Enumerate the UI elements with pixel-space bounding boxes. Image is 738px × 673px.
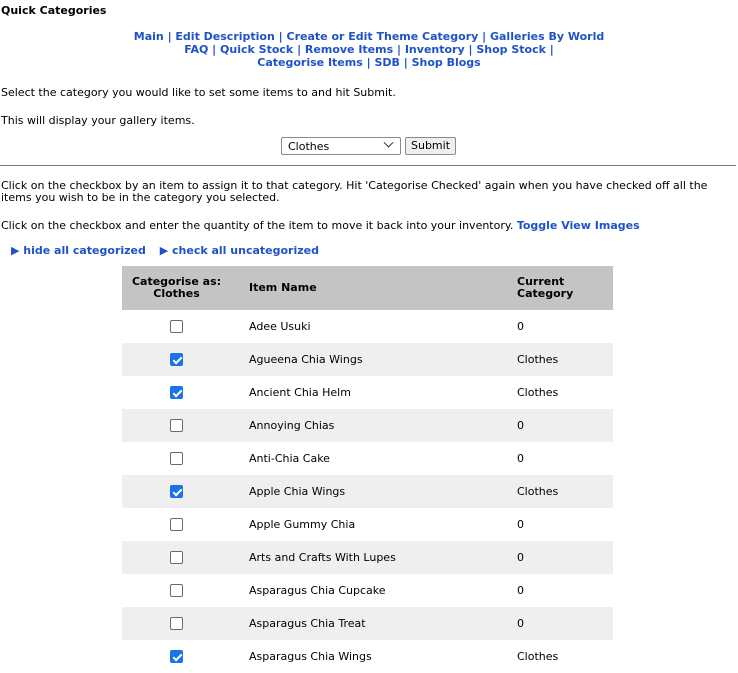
categorise-checkbox[interactable] xyxy=(170,452,183,465)
select-prompt-text: Select the category you would like to set some items to and hit Submit. xyxy=(1,86,396,99)
check-all-uncategorized-link[interactable]: ▶ check all uncategorized xyxy=(159,244,319,257)
hide-all-categorized-link[interactable]: ▶ hide all categorized xyxy=(11,244,146,257)
categorise-cell xyxy=(122,574,231,607)
instructions-line-2: items you wish to be in the category you selected. xyxy=(1,191,280,204)
nav-row-3: Categorise Items | SDB | Shop Blogs xyxy=(257,56,481,69)
categorise-checkbox[interactable] xyxy=(170,518,183,531)
table-row xyxy=(122,508,613,541)
current-category-cell: 0 xyxy=(499,541,613,574)
item-name-cell: Asparagus Chia Wings xyxy=(249,650,372,663)
table-row xyxy=(122,640,613,673)
table-row xyxy=(122,607,613,640)
item-name-cell: Adee Usuki xyxy=(249,320,311,333)
categorise-checkbox[interactable] xyxy=(170,650,183,663)
category-select-value: Clothes xyxy=(288,140,330,153)
table-header-row xyxy=(122,266,613,310)
table-row xyxy=(122,376,613,409)
header-current-category: Current Category xyxy=(499,266,613,310)
categorise-checkbox[interactable] xyxy=(170,353,183,366)
header-item-name: Item Name xyxy=(231,266,499,310)
nav-link-categorise-items[interactable]: Categorise Items xyxy=(257,56,363,69)
page-title: Quick Categories xyxy=(1,4,107,17)
categorise-cell xyxy=(122,376,231,409)
current-category-cell: Clothes xyxy=(517,650,559,663)
nav-links xyxy=(0,30,738,69)
nav-link-remove-items[interactable]: Remove Items xyxy=(304,43,394,56)
header-categorise-as xyxy=(122,266,231,310)
item-name-cell: Asparagus Chia Cupcake xyxy=(249,584,386,597)
item-name-cell: Agueena Chia Wings xyxy=(231,343,499,376)
categorise-cell xyxy=(122,409,231,442)
table-row xyxy=(122,475,613,508)
table-row xyxy=(122,574,613,607)
categorise-cell xyxy=(122,508,231,541)
current-category-cell: 0 xyxy=(517,518,524,531)
current-category-cell: Clothes xyxy=(499,475,613,508)
current-category-cell: 0 xyxy=(499,409,613,442)
nav-link-inventory[interactable]: Inventory xyxy=(404,43,465,56)
table-row xyxy=(122,310,613,343)
action-links xyxy=(11,244,329,257)
nav-link-shop-stock[interactable]: Shop Stock xyxy=(476,43,546,56)
nav-link-shop-blogs[interactable]: Shop Blogs xyxy=(411,56,481,69)
header-categorise-category: Clothes xyxy=(153,287,200,300)
categorise-cell xyxy=(122,442,231,475)
categorise-checkbox[interactable] xyxy=(170,386,183,399)
nav-link-quick-stock[interactable]: Quick Stock xyxy=(220,43,294,56)
item-name-cell: Apple Gummy Chia xyxy=(249,518,356,531)
table-row xyxy=(122,541,613,574)
current-category-cell: 0 xyxy=(517,584,524,597)
categorise-checkbox[interactable] xyxy=(170,485,183,498)
nav-link-create-theme-category[interactable]: Create or Edit Theme Category xyxy=(286,30,479,43)
nav-link-faq[interactable]: FAQ xyxy=(184,43,209,56)
category-form xyxy=(281,137,456,155)
item-name-cell: Asparagus Chia Treat xyxy=(231,607,499,640)
item-name-cell: Ancient Chia Helm xyxy=(249,386,351,399)
nav-link-sdb[interactable]: SDB xyxy=(374,56,400,69)
nav-row-2: FAQ | Quick Stock | Remove Items | Inventory | Shop Stock | xyxy=(184,43,554,56)
item-name-cell: Apple Chia Wings xyxy=(231,475,499,508)
table-row xyxy=(122,442,613,475)
table-row xyxy=(122,343,613,376)
current-category-cell: 0 xyxy=(499,607,613,640)
nav-row-1: Main | Edit Description | Create or Edit Theme Category | Galleries By World xyxy=(133,30,605,43)
display-note-text: This will display your gallery items. xyxy=(1,114,195,127)
categorise-cell xyxy=(122,640,231,673)
current-category-cell: Clothes xyxy=(499,343,613,376)
toggle-view-images-link[interactable]: Toggle View Images xyxy=(516,219,640,232)
current-category-cell: 0 xyxy=(517,452,524,465)
table-row xyxy=(122,409,613,442)
current-category-cell: 0 xyxy=(517,320,524,333)
categorise-checkbox[interactable] xyxy=(170,320,183,333)
nav-link-main[interactable]: Main xyxy=(133,30,164,43)
nav-link-galleries-by-world[interactable]: Galleries By World xyxy=(489,30,605,43)
instructions-line-1: Click on the checkbox by an item to assign it to that category. Hit 'Categorise Checked' again when you have checked off all the xyxy=(1,179,708,192)
divider xyxy=(0,165,736,166)
inventory-instructions xyxy=(1,219,640,232)
item-name-cell: Annoying Chias xyxy=(231,409,499,442)
items-table-body xyxy=(122,310,613,673)
categorise-cell xyxy=(122,607,231,640)
categorise-checkbox[interactable] xyxy=(170,419,183,432)
item-name-cell: Arts and Crafts With Lupes xyxy=(231,541,499,574)
submit-button[interactable]: Submit xyxy=(405,137,456,155)
categorise-cell xyxy=(122,310,231,343)
category-select[interactable] xyxy=(281,137,401,155)
categorise-checkbox[interactable] xyxy=(170,584,183,597)
current-category-cell: Clothes xyxy=(517,386,559,399)
header-categorise-label: Categorise as: xyxy=(131,275,222,288)
item-name-cell: Anti-Chia Cake xyxy=(249,452,330,465)
categorise-checkbox[interactable] xyxy=(170,617,183,630)
categorise-checkbox[interactable] xyxy=(170,551,183,564)
chevron-down-icon xyxy=(384,138,394,148)
categorise-cell xyxy=(122,475,231,508)
categorise-cell xyxy=(122,541,231,574)
instructions-text xyxy=(1,180,737,204)
nav-link-edit-description[interactable]: Edit Description xyxy=(175,30,275,43)
categorise-cell xyxy=(122,343,231,376)
items-table xyxy=(122,266,613,673)
inventory-instructions-text: Click on the checkbox and enter the quantity of the item to move it back into your inventory. xyxy=(1,219,514,232)
